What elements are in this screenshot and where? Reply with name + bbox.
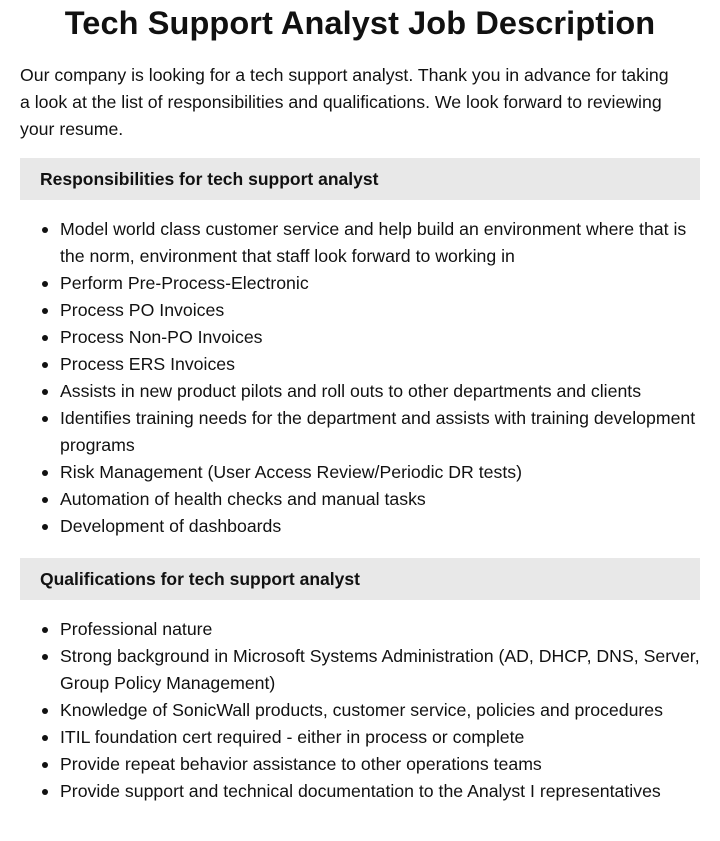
list-item: Assists in new product pilots and roll outs to other departments and clients (60, 378, 700, 405)
list-item: Strong background in Microsoft Systems Administration (AD, DHCP, DNS, Server, Group Policy Management) (60, 643, 700, 697)
list-item: Provide repeat behavior assistance to other operations teams (60, 751, 700, 778)
list-item: Process Non-PO Invoices (60, 324, 700, 351)
list-item: ITIL foundation cert required - either in process or complete (60, 724, 700, 751)
page-title: Tech Support Analyst Job Description (64, 5, 656, 41)
list-item: Risk Management (User Access Review/Periodic DR tests) (60, 459, 700, 486)
list-item: Model world class customer service and help build an environment where that is the norm, environment that staff look forward to working in (60, 216, 700, 270)
list-item: Process ERS Invoices (60, 351, 700, 378)
list-item: Provide support and technical documentation to the Analyst I representatives (60, 778, 700, 805)
list-item: Development of dashboards (60, 513, 700, 540)
qualifications-list (20, 616, 700, 805)
list-item: Knowledge of SonicWall products, customer service, policies and procedures (60, 697, 700, 724)
intro-paragraph: Our company is looking for a tech support analyst. Thank you in advance for taking a look at the list of responsibilities and qualifications. We look forward to reviewing your resume. (20, 65, 669, 139)
list-item: Automation of health checks and manual tasks (60, 486, 700, 513)
responsibilities-list (20, 216, 700, 540)
list-item: Identifies training needs for the department and assists with training development programs (60, 405, 700, 459)
list-item: Perform Pre-Process-Electronic (60, 270, 700, 297)
list-item: Process PO Invoices (60, 297, 700, 324)
list-item: Professional nature (60, 616, 700, 643)
responsibilities-heading: Responsibilities for tech support analyst (20, 158, 700, 200)
qualifications-heading: Qualifications for tech support analyst (20, 558, 700, 600)
